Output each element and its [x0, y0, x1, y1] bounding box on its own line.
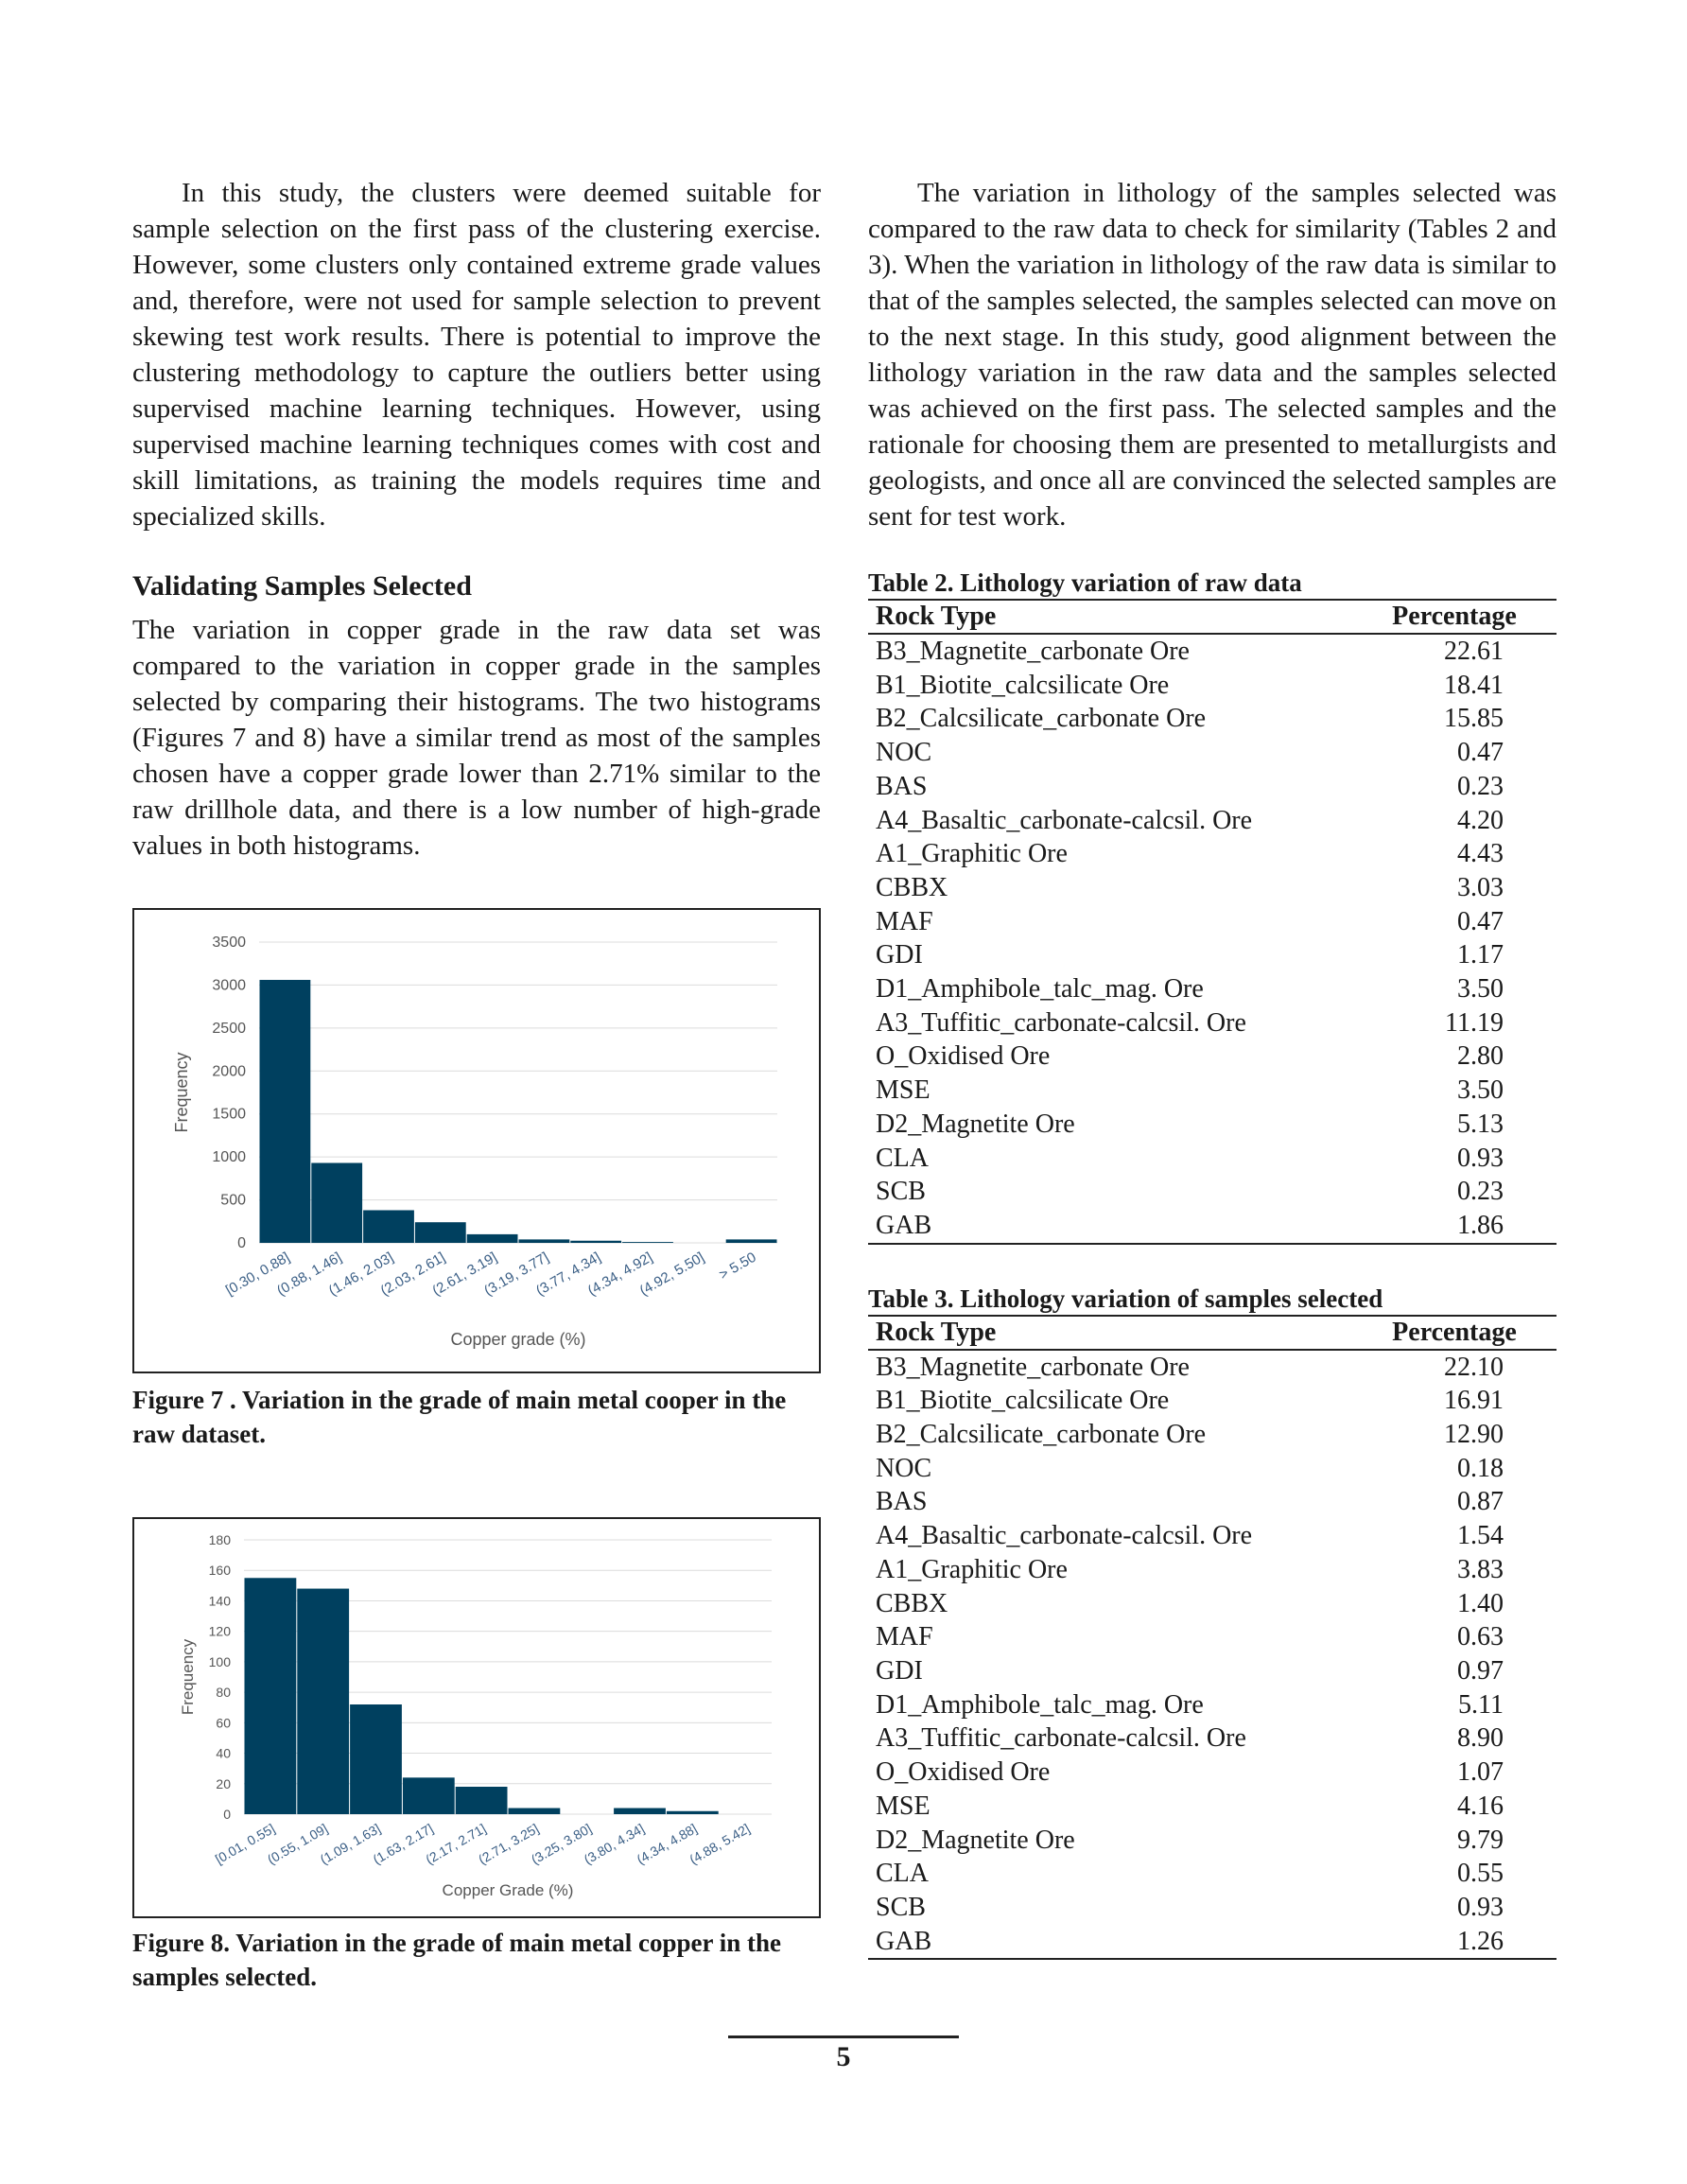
- histogram-bar: [403, 1777, 455, 1814]
- x-category-label: (2.03, 2.61]: [377, 1249, 448, 1300]
- table-row: [868, 1452, 1557, 1486]
- table-row: [868, 1654, 1557, 1688]
- x-category-label: (0.55, 1.09]: [264, 1820, 331, 1868]
- x-category-label: (3.25, 3.80]: [528, 1820, 595, 1868]
- rock-type-cell: GDI: [876, 940, 923, 970]
- table-row: [868, 1485, 1557, 1519]
- y-tick-label: 3500: [212, 935, 246, 951]
- rock-type-cell: B2_Calcsilicate_carbonate Ore: [876, 1420, 1207, 1450]
- figure-8-chart: [132, 1517, 821, 1918]
- rock-type-cell: NOC: [876, 738, 932, 768]
- histogram-bar: [297, 1589, 349, 1814]
- y-tick-label: 500: [220, 1192, 246, 1209]
- percentage-cell: 0.97: [1457, 1655, 1504, 1686]
- table-row: [868, 1620, 1557, 1654]
- figure-8-svg: [134, 1519, 819, 1916]
- y-tick-label: 2500: [212, 1020, 246, 1037]
- percentage-cell: 4.43: [1457, 839, 1504, 869]
- percentage-cell: 3.50: [1457, 1075, 1504, 1106]
- percentage-cell: 4.20: [1457, 805, 1504, 835]
- rock-type-cell: BAS: [876, 1487, 928, 1517]
- y-tick-label: 1500: [212, 1106, 246, 1123]
- column-header-rock-type: Rock Type: [868, 600, 1352, 634]
- y-tick-label: 0: [223, 1807, 231, 1822]
- percentage-cell: 0.63: [1457, 1622, 1504, 1652]
- percentage-cell: 15.85: [1444, 704, 1504, 734]
- column-header-percentage: Percentage: [1352, 1316, 1557, 1350]
- x-category-label: (0.88, 1.46]: [273, 1249, 345, 1300]
- histogram-bar: [245, 1578, 297, 1814]
- y-tick-label: 120: [208, 1623, 231, 1639]
- table-row: [868, 1108, 1557, 1142]
- rock-type-cell: MSE: [876, 1075, 930, 1106]
- rock-type-cell: A3_Tuffitic_carbonate-calcsil. Ore: [876, 1723, 1246, 1754]
- percentage-cell: 5.13: [1457, 1109, 1504, 1139]
- y-tick-label: 80: [216, 1685, 231, 1701]
- x-category-label: (4.34, 4.88]: [634, 1820, 700, 1868]
- figure-7-svg: [134, 910, 819, 1372]
- footer-rule: [728, 2035, 959, 2038]
- table-row: [868, 1824, 1557, 1858]
- table-row: [868, 871, 1557, 905]
- rock-type-cell: A4_Basaltic_carbonate-calcsil. Ore: [876, 805, 1253, 835]
- table-row: [868, 1790, 1557, 1824]
- rock-type-cell: GAB: [868, 1209, 1352, 1244]
- histogram-bar: [519, 1239, 570, 1243]
- table-2: [868, 599, 1557, 1245]
- rock-type-cell: B3_Magnetite_carbonate Ore: [876, 637, 1190, 666]
- rock-type-cell: B1_Biotite_calcsilicate Ore: [876, 1386, 1170, 1416]
- percentage-cell: 11.19: [1445, 1007, 1504, 1038]
- histogram-bar: [363, 1210, 414, 1243]
- x-axis-title: Copper grade (%): [450, 1330, 586, 1349]
- x-category-label: (4.34, 4.92]: [584, 1249, 655, 1300]
- table-row: [868, 736, 1557, 770]
- y-tick-label: 1000: [212, 1149, 246, 1166]
- table-row: [868, 1857, 1557, 1891]
- percentage-cell: 0.93: [1457, 1143, 1504, 1173]
- table-row: [868, 770, 1557, 804]
- y-tick-label: 0: [237, 1235, 246, 1251]
- percentage-cell: 3.83: [1457, 1554, 1504, 1584]
- table-row: [868, 905, 1557, 939]
- x-category-label: (2.61, 3.19]: [429, 1249, 500, 1300]
- percentage-cell: 0.87: [1457, 1487, 1504, 1517]
- percentage-cell: 1.26: [1352, 1925, 1557, 1960]
- x-axis-title: Copper Grade (%): [442, 1881, 574, 1899]
- rock-type-cell: NOC: [876, 1453, 932, 1483]
- percentage-cell: 22.61: [1444, 637, 1504, 666]
- table-row: [868, 669, 1557, 703]
- percentage-cell: 16.91: [1444, 1386, 1504, 1416]
- percentage-cell: 18.41: [1444, 670, 1504, 700]
- figure-7-caption: Figure 7 . Variation in the grade of main metal cooper in the raw dataset.: [132, 1386, 787, 1448]
- rock-type-cell: D2_Magnetite Ore: [876, 1109, 1075, 1139]
- body-paragraph: The variation in lithology of the samples selected was compared to the raw data to check for similarity (Tables 2 and 3). When the variation in lithology of the raw data is similar to that of the samples selected, the samples selected can move on to the next stage. In this study, good alignment between the lithology variation in the raw data and the samples selected was achieved on the first pass. The selected samples and the rationale for choosing them are presented to metallurgists and geologists, and once all are convinced the selected samples are sent for test work.: [868, 178, 1557, 532]
- y-tick-label: 60: [216, 1715, 231, 1731]
- x-category-label: [0.01, 0.55]: [212, 1820, 278, 1867]
- rock-type-cell: O_Oxidised Ore: [876, 1041, 1051, 1072]
- table-row: [868, 972, 1557, 1006]
- percentage-cell: 1.54: [1457, 1521, 1504, 1551]
- percentage-cell: 9.79: [1457, 1825, 1504, 1855]
- table-row: [868, 837, 1557, 871]
- table-row: [868, 1074, 1557, 1108]
- x-category-label: (3.80, 4.34]: [581, 1820, 647, 1868]
- y-tick-label: 100: [208, 1653, 231, 1669]
- table-row: [868, 1175, 1557, 1209]
- histogram-bar: [726, 1239, 777, 1243]
- percentage-cell: 12.90: [1444, 1420, 1504, 1450]
- column-header-percentage: Percentage: [1352, 600, 1557, 634]
- histogram-bar: [467, 1234, 518, 1243]
- x-category-label: (1.63, 2.17]: [370, 1820, 436, 1868]
- y-tick-label: 40: [216, 1745, 231, 1761]
- rock-type-cell: GDI: [876, 1655, 923, 1686]
- y-tick-label: 140: [208, 1593, 231, 1609]
- rock-type-cell: SCB: [876, 1177, 926, 1207]
- x-category-label: (3.77, 4.34]: [532, 1249, 604, 1300]
- percentage-cell: 8.90: [1457, 1723, 1504, 1754]
- figure-7-chart: [132, 908, 821, 1373]
- rock-type-cell: D1_Amphibole_talc_mag. Ore: [876, 1689, 1204, 1720]
- table-row: [868, 1587, 1557, 1621]
- rock-type-cell: B2_Calcsilicate_carbonate Ore: [876, 704, 1207, 734]
- percentage-cell: 1.86: [1352, 1209, 1557, 1244]
- y-tick-label: 3000: [212, 977, 246, 994]
- rock-type-cell: CLA: [876, 1143, 929, 1173]
- section-heading: Validating Samples Selected: [132, 570, 472, 602]
- rock-type-cell: D2_Magnetite Ore: [876, 1825, 1075, 1855]
- table-row: [868, 1721, 1557, 1756]
- table-3: [868, 1315, 1557, 1961]
- rock-type-cell: A1_Graphitic Ore: [876, 839, 1068, 869]
- table-row: [868, 1040, 1557, 1074]
- x-category-label: [0.30, 0.88]: [222, 1249, 293, 1299]
- body-paragraph: The variation in copper grade in the raw data set was compared to the variation in copper grade in the samples selected by comparing their histograms. The two histograms (Figures 7 and 8) have a similar trend as most of the samples chosen have a copper grade lower than 2.71% similar to the raw drillhole data, and there is a low number of high-grade values in both histograms.: [132, 615, 821, 861]
- percentage-cell: 0.93: [1457, 1892, 1504, 1922]
- percentage-cell: 0.47: [1457, 738, 1504, 768]
- rock-type-cell: B3_Magnetite_carbonate Ore: [876, 1352, 1190, 1382]
- rock-type-cell: SCB: [876, 1892, 926, 1922]
- percentage-cell: 1.40: [1457, 1588, 1504, 1618]
- percentage-cell: 1.17: [1457, 940, 1504, 970]
- rock-type-cell: O_Oxidised Ore: [876, 1757, 1051, 1788]
- percentage-cell: 3.03: [1457, 872, 1504, 902]
- rock-type-cell: CLA: [876, 1859, 929, 1889]
- x-category-label: (3.19, 3.77]: [481, 1249, 552, 1300]
- histogram-bar: [667, 1811, 719, 1814]
- rock-type-cell: A3_Tuffitic_carbonate-calcsil. Ore: [876, 1007, 1246, 1038]
- percentage-cell: 0.23: [1457, 1177, 1504, 1207]
- table-row: [868, 1350, 1557, 1385]
- y-tick-label: 160: [208, 1563, 231, 1579]
- histogram-bar: [456, 1787, 508, 1814]
- percentage-cell: 0.23: [1457, 771, 1504, 801]
- y-tick-label: 180: [208, 1532, 231, 1547]
- table-row: [868, 702, 1557, 736]
- table-row: [868, 1891, 1557, 1925]
- x-category-label: (1.09, 1.63]: [317, 1820, 383, 1868]
- histogram-bar: [614, 1808, 666, 1814]
- histogram-bar: [509, 1808, 561, 1814]
- table-row: [868, 1925, 1557, 1960]
- rock-type-cell: B1_Biotite_calcsilicate Ore: [876, 670, 1170, 700]
- rock-type-cell: BAS: [876, 771, 928, 801]
- table-row: [868, 1553, 1557, 1587]
- percentage-cell: 1.07: [1457, 1757, 1504, 1788]
- rock-type-cell: MAF: [876, 1622, 933, 1652]
- x-category-label: (2.17, 2.71]: [423, 1820, 489, 1868]
- percentage-cell: 3.50: [1457, 974, 1504, 1005]
- rock-type-cell: GAB: [868, 1925, 1352, 1960]
- table-row: [868, 1756, 1557, 1790]
- table-row: [868, 1006, 1557, 1040]
- percentage-cell: 0.47: [1457, 906, 1504, 936]
- x-category-label: (4.92, 5.50]: [636, 1249, 707, 1300]
- table-row: [868, 938, 1557, 972]
- rock-type-cell: A1_Graphitic Ore: [876, 1554, 1068, 1584]
- percentage-cell: 0.55: [1457, 1859, 1504, 1889]
- table-row: [868, 1519, 1557, 1553]
- histogram-bar: [415, 1222, 466, 1243]
- x-category-label: (1.46, 2.03]: [325, 1249, 396, 1300]
- x-category-label: > 5.50: [716, 1249, 759, 1284]
- table-row: [868, 1209, 1557, 1244]
- histogram-bar: [350, 1704, 402, 1814]
- rock-type-cell: A4_Basaltic_carbonate-calcsil. Ore: [876, 1521, 1253, 1551]
- table-row: [868, 1384, 1557, 1418]
- x-category-label: (4.88, 5.42]: [687, 1820, 753, 1868]
- y-tick-label: 20: [216, 1775, 231, 1791]
- table-row: [868, 634, 1557, 669]
- percentage-cell: 2.80: [1457, 1041, 1504, 1072]
- percentage-cell: 5.11: [1458, 1689, 1504, 1720]
- rock-type-cell: D1_Amphibole_talc_mag. Ore: [876, 974, 1204, 1005]
- body-paragraph: In this study, the clusters were deemed suitable for sample selection on the first pass of the clustering exercise. However, some clusters only contained extreme grade values and, therefore, were not used for sample selection to prevent skewing test work results. There is potential to improve the clustering methodology to capture the outliers better using supervised machine learning techniques. However, using supervised machine learning techniques comes with cost and skill limitations, as training the models requires time and specialized skills.: [132, 178, 821, 532]
- x-category-label: (2.71, 3.25]: [476, 1820, 542, 1868]
- histogram-bar: [311, 1163, 362, 1243]
- table-row: [868, 1418, 1557, 1452]
- table-row: [868, 804, 1557, 838]
- table-header-row: [868, 600, 1557, 634]
- percentage-cell: 4.16: [1457, 1791, 1504, 1821]
- left-column: [132, 175, 821, 864]
- histogram-bar: [570, 1241, 621, 1243]
- y-axis-title: Frequency: [172, 1052, 191, 1133]
- right-column: [868, 175, 1557, 1960]
- rock-type-cell: MSE: [876, 1791, 930, 1821]
- percentage-cell: 0.18: [1457, 1453, 1504, 1483]
- histogram-bar: [260, 980, 311, 1243]
- column-header-rock-type: Rock Type: [868, 1316, 1352, 1350]
- table-3-title: Table 3. Lithology variation of samples selected: [868, 1284, 1383, 1313]
- table-2-title: Table 2. Lithology variation of raw data: [868, 568, 1302, 597]
- table-row: [868, 1142, 1557, 1176]
- y-axis-title: Frequency: [179, 1638, 197, 1716]
- figure-8-caption: Figure 8. Variation in the grade of main metal copper in the samples selected.: [132, 1929, 781, 1991]
- percentage-cell: 22.10: [1444, 1352, 1504, 1382]
- rock-type-cell: CBBX: [876, 872, 948, 902]
- table-header-row: [868, 1316, 1557, 1350]
- y-tick-label: 2000: [212, 1063, 246, 1080]
- rock-type-cell: CBBX: [876, 1588, 948, 1618]
- rock-type-cell: MAF: [876, 906, 933, 936]
- table-row: [868, 1688, 1557, 1722]
- page-number: 5: [836, 2041, 851, 2072]
- histogram-bar: [622, 1242, 673, 1243]
